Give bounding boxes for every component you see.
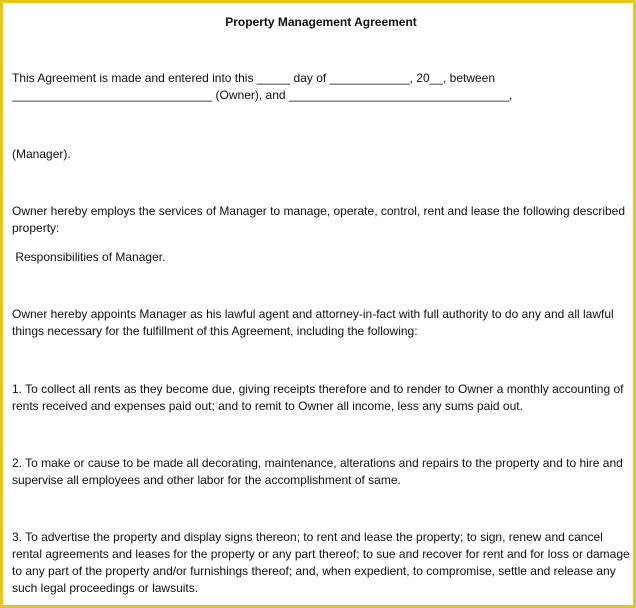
item-3-line-4: such legal proceedings or lawsuits. — [12, 581, 199, 595]
item-3-line-3: to any part of the property and/or furnishings thereof; and, when expedient, to compromise, settle and release any — [12, 564, 616, 578]
intro-line-1: This Agreement is made and entered into this _____ day of ____________, 20__, between — [12, 71, 496, 85]
item-2-paragraph — [12, 455, 632, 489]
employs-paragraph — [12, 203, 632, 237]
item-1-line-1: 1. To collect all rents as they become due, giving receipts therefore and to render to Owner a monthly accounting of — [12, 382, 624, 396]
intro-line-2: ______________________________ (Owner), and _________________________________, — [12, 88, 513, 102]
manager-label: (Manager). — [12, 147, 71, 161]
appoints-paragraph — [12, 306, 632, 340]
item-3-paragraph — [12, 529, 632, 597]
item-1-paragraph — [12, 381, 632, 415]
item-1-line-2: rents received and expenses paid out; and to remit to Owner all income, less any sums paid out. — [12, 399, 523, 413]
item-3-line-1: 3. To advertise the property and display signs thereon; to rent and lease the property; to sign, renew and cancel — [12, 530, 603, 544]
appoints-line-1: Owner hereby appoints Manager as his lawful agent and attorney-in-fact with full authority to do any and all lawful — [12, 307, 614, 321]
intro-paragraph — [12, 70, 632, 104]
employs-line-2: property: — [12, 221, 60, 235]
item-2-line-2: supervise all employees and other labor for the accomplishment of same. — [12, 473, 401, 487]
employs-line-1: Owner hereby employs the services of Manager to manage, operate, control, rent and lease the following described — [12, 204, 626, 218]
responsibilities-heading: Responsibilities of Manager. — [12, 250, 166, 264]
appoints-line-2: things necessary for the fulfillment of this Agreement, including the following: — [12, 324, 418, 338]
item-2-line-1: 2. To make or cause to be made all decorating, maintenance, alterations and repairs to the property and to hire and — [12, 456, 623, 470]
item-3-line-2: rental agreements and leases for the property or any part thereof; to sue and recover for rent and for loss or damage — [12, 547, 630, 561]
document-title: Property Management Agreement — [225, 15, 417, 29]
